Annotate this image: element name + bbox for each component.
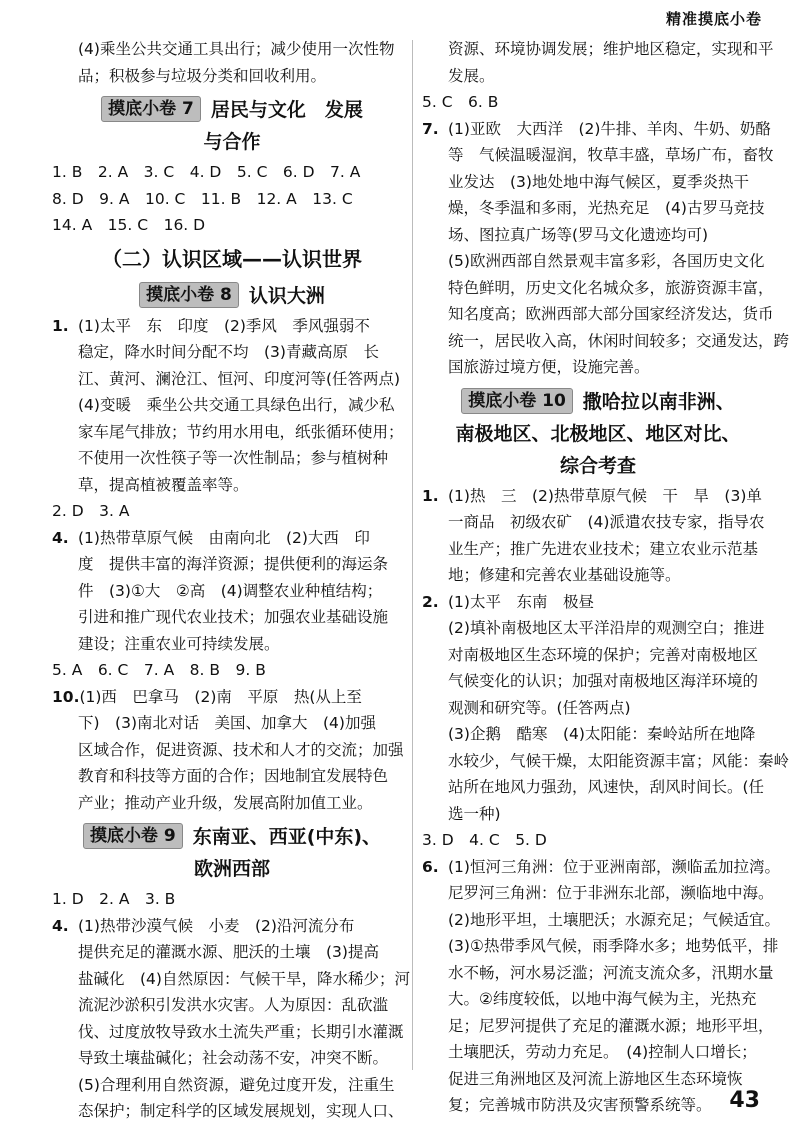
text-line: 业发达 (3)地处地中海气候区，夏季炎热干 [448,172,749,191]
quiz-10-title-text: 撒哈拉以南非洲、 [582,390,735,413]
quiz-8-badge: 摸底小卷 8 [139,282,239,308]
text-line: 品；积极参与垃圾分类和回收利用。 [78,66,327,85]
answer-line: 1. D 2. A 3. B [52,890,176,908]
question-block [422,116,790,381]
text-line: 选一种) [448,804,501,823]
left-column [52,36,412,1125]
text-line: 尼罗河三角洲：位于非洲东北部，濒临地中海。 [448,884,774,902]
text-line [52,684,412,711]
question-number: 1. [52,316,69,335]
text-span: (1)太平 东南 极昼 [448,592,594,611]
text-line: 资源、环境协调发展；维护地区稳定，实现和平 [448,40,774,58]
text-line [52,525,412,552]
text-line: 教育和科技等方面的合作；因地制宜发展特色 [78,767,389,785]
text-line: 导致土壤盐碱化；社会动荡不安，冲突不断。 [78,1049,389,1067]
text-line: 场、图拉真广场等(罗马文化遗迹均可) [448,225,709,244]
answer-line: 1. B 2. A 3. C 4. D 5. C 6. D 7. A [52,163,361,181]
question-block [52,313,412,499]
text-line: 水不畅，河水易泛滥；河流支流众多，汛期水量 [448,963,774,982]
text-line: 一商品 初级农矿 (4)派遣农技专家，指导农 [448,513,765,531]
text-line: 草，提高植被覆盖率等。 [78,475,249,494]
text-line: 下) (3)南北对话 美国、加拿大 (4)加强 [78,714,376,732]
text-line: (3)①热带季风气候，雨季降水多；地势低平，排 [448,937,779,955]
text-line: 态保护；制定科学的区域发展规划，实现人口、 [78,1102,404,1120]
text-span: (1)热 三 (2)热带草原气候 干 旱 (3)单 [448,486,762,505]
text-line: 稳定，降水时间分配不均 (3)青藏高原 长 [78,343,379,361]
answer-line: 5. A 6. C 7. A 8. B 9. B [52,661,266,679]
text-line: 足；尼罗河提供了充足的灌溉水源；地形平坦， [448,1016,774,1035]
text-span: (1)亚欧 大西洋 (2)牛排、羊肉、牛奶、奶酪 [448,119,771,138]
text-line: (3)企鹅 酷寒 (4)太阳能：秦岭站所在地降 [448,725,756,743]
text-line: 伐、过度放牧导致水土流失严重；长期引水灌溉 [78,1022,404,1041]
answer-line: 2. D 3. A [52,502,130,520]
text-line: 复；完善城市防洪及灾害预警系统等。 [448,1096,712,1114]
quiz-8-title-text: 认识大洲 [248,284,325,307]
quiz-10-title-line3: 综合考查 [559,454,636,477]
quiz-9-title-line2: 欧洲西部 [193,858,270,880]
question-block [52,913,412,1125]
text-line: (2)地形平坦，土壤肥沃；水源充足；气候适宜。 [448,910,780,929]
text-line: (5)欧洲西部自然景观丰富多彩，各国历史文化 [448,252,765,270]
question-number: 4. [52,528,69,547]
text-line: 促进三角洲地区及河流上游地区生态环境恢 [448,1069,743,1088]
text-line: 土壤肥沃，劳动力充足。 (4)控制人口增长； [448,1043,757,1061]
text-line: 盐碱化 (4)自然原因：气候干旱，降水稀少；河 [78,969,410,988]
text-line: 区域合作，促进资源、技术和人才的交流；加强 [78,740,404,759]
text-line: 不使用一次性筷子等一次性制品；参与植树种 [78,449,389,467]
text-line: 水较少，气候干燥，太阳能资源丰富；风能：秦岭 [448,751,790,770]
text-line: (4)乘坐公共交通工具出行；减少使用一次性物 [78,40,395,58]
text-line: 国旅游过境方便，设施完善。 [448,358,650,376]
question-number: 10. [52,687,80,706]
text-line: 产业；推动产业升级，发展高附加值工业。 [78,793,373,812]
quiz-10-title-line2: 南极地区、北极地区、地区对比、 [455,422,741,445]
quiz-7-title-line2: 与合作 [203,131,261,153]
text-line: 件 (3)①大 ②高 (4)调整农业种植结构； [78,581,383,600]
text-line: 地；修建和完善农业基础设施等。 [448,566,681,584]
quiz-10-title [422,387,774,417]
question-number: 4. [52,916,69,935]
text-line: (4)变暖 乘坐公共交通工具绿色出行，减少私 [78,396,395,414]
text-line: 江、黄河、澜沧江、恒河、印度河等(任答两点) [78,369,401,388]
text-line: 统一，居民收入高，休闲时间较多；交通发达，跨 [448,331,790,350]
text-line: 流泥沙淤积引发洪水灾害。人为原因：乱砍滥 [78,996,389,1014]
quiz-9-badge: 摸底小卷 9 [83,823,183,849]
text-line: 大。②纬度较低，以地中海气候为主，光热充 [448,990,757,1008]
question-block [422,854,780,1119]
text-line: 站所在地风力强劲，风速快，刮风时间长。(任 [448,778,765,796]
question-number: 2. [422,592,439,611]
answer-line: 3. D 4. C 5. D [422,831,547,849]
text-span: (1)热带草原气候 由南向北 (2)大西 印 [78,528,370,547]
text-line: 发展。 [448,66,495,85]
text-line [52,313,412,340]
quiz-9-title [52,822,412,852]
right-column [422,36,790,1119]
text-line [422,854,780,881]
text-line: 对南极地区生态环境的保护；完善对南极地区 [448,645,759,664]
text-line: 观测和研究等。(任答两点) [448,698,631,717]
text-line: 度 提供丰富的海洋资源；提供便利的海运条 [78,555,389,573]
text-line: (2)填补南极地区太平洋沿岸的观测空白；推进 [448,619,765,637]
text-line: 等 气候温暖湿润，牧草丰盛，草场广布，畜牧 [448,146,774,164]
question-number: 6. [422,857,439,876]
quiz-9-title-text: 东南亚、西亚(中东)、 [192,826,382,848]
question-block [422,483,774,589]
question-block [52,684,412,817]
text-line [422,116,774,143]
text-span: (1)恒河三角洲：位于亚洲南部，濒临孟加拉湾。 [448,857,780,876]
text-line: (5)合理利用自然资源，避免过度开发，注重生 [78,1075,395,1094]
text-line [422,483,774,510]
quiz-7-title-text: 居民与文化 发展 [210,99,363,121]
text-span: (1)西 巴拿马 (2)南 平原 热(从上至 [79,687,362,706]
quiz-10-badge: 摸底小卷 10 [461,388,573,414]
question-number: 1. [422,486,439,505]
text-line: 提供充足的灌溉水源、肥沃的土壤 (3)提高 [78,943,379,961]
answer-line: 14. A 15. C 16. D [52,216,206,234]
answer-line: 5. C 6. B [422,93,499,111]
text-line: 燥，冬季温和多雨，光热充足 (4)古罗马竞技 [448,199,765,217]
text-line: 业生产；推广先进农业技术；建立农业示范基 [448,539,759,558]
column-divider [412,40,413,1070]
text-line [422,589,774,616]
text-line: 建设；注重农业可持续发展。 [78,634,280,653]
part-2-heading: （二）认识区域——认识世界 [102,246,362,271]
text-span: (1)太平 东 印度 (2)季风 季风强弱不 [78,316,370,335]
text-line: 家车尾气排放；节约用水用电，纸张循环使用； [78,422,404,441]
text-span: (1)热带沙漠气候 小麦 (2)沿河流分布 [78,916,355,935]
text-line: 气候变化的认识；加强对南极地区海洋环境的 [448,672,759,690]
question-block [422,36,774,89]
text-line: 知名度高；欧洲西部大部分国家经济发达，货币 [448,305,774,323]
text-line: 特色鲜明，历史文化名城众多，旅游资源丰富， [448,278,774,297]
text-line: 引进和推广现代农业技术；加强农业基础设施 [78,608,389,626]
answer-line: 8. D 9. A 10. C 11. B 12. A 13. C [52,189,353,208]
question-block [422,589,790,828]
question-block [52,525,412,658]
page-header: 精准摸底小卷 [665,10,762,28]
quiz-7-badge: 摸底小卷 7 [101,96,201,122]
text-line [52,913,412,940]
quiz-7-title [52,95,412,125]
quiz-8-title [52,281,412,311]
question-number: 7. [422,119,439,138]
page-number: 43 [729,1088,760,1113]
